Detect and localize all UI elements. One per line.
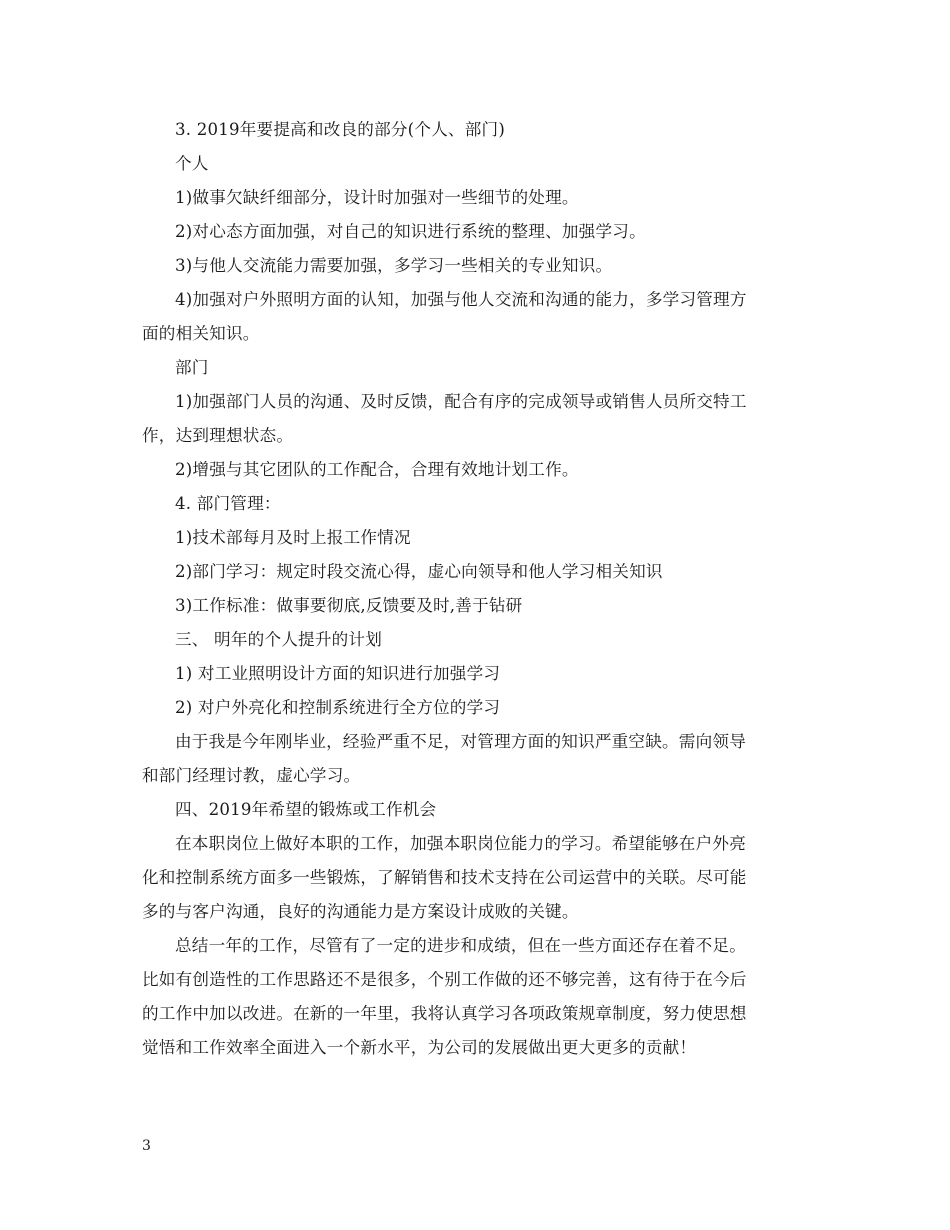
department-item-1 [142, 390, 808, 448]
paragraph-line: 面的相关知识。 [142, 324, 260, 343]
paragraph-line: 多的与客户沟通，良好的沟通能力是方案设计成败的关键。 [142, 902, 579, 921]
paragraph-line: 觉悟和工作效率全面进入一个新水平，为公司的发展做出更大更多的贡献！ [142, 1038, 697, 1057]
personal-item-1: 1)做事欠缺纤细部分，设计时加强对一些细节的处理。 [175, 188, 579, 207]
section-heading-opportunities: 四、2019年希望的锻炼或工作机会 [175, 800, 437, 819]
paragraph-line: 总结一年的工作，尽管有了一定的进步和成绩，但在一些方面还存在着不足。 [175, 936, 746, 955]
paragraph-line: 4)加强对户外照明方面的认知，加强与他人交流和沟通的能力，多学习管理方 [175, 290, 747, 309]
paragraph-line: 1)加强部门人员的沟通、及时反馈，配合有序的完成领导或销售人员所交特工 [175, 392, 747, 411]
section-heading-plan: 三、 明年的个人提升的计划 [175, 630, 382, 649]
document-body [142, 118, 808, 1070]
personal-item-4 [142, 288, 808, 346]
personal-item-2: 2)对心态方面加强，对自己的知识进行系统的整理、加强学习。 [175, 222, 646, 241]
paragraph-line: 比如有创造性的工作思路还不是很多，个别工作做的还不够完善，这有待于在今后 [142, 970, 747, 989]
subheading-personal: 个人 [175, 154, 209, 173]
personal-item-3: 3)与他人交流能力需要加强，多学习一些相关的专业知识。 [175, 256, 613, 275]
paragraph-line: 化和控制系统方面多一些锻炼，了解销售和技术支持在公司运营中的关联。尽可能 [142, 868, 747, 887]
paragraph-line: 的工作中加以改进。在新的一年里，我将认真学习各项政策规章制度，努力使思想 [142, 1004, 747, 1023]
summary-paragraph [142, 934, 808, 1060]
management-item-1: 1)技术部每月及时上报工作情况 [175, 528, 411, 547]
plan-item-2: 2) 对户外亮化和控制系统进行全方位的学习 [175, 698, 501, 717]
opportunity-paragraph [142, 832, 808, 924]
paragraph-line: 作，达到理想状态。 [142, 426, 294, 445]
section-heading-management: 4. 部门管理： [175, 494, 281, 513]
management-item-3: 3)工作标准：做事要彻底,反馈要及时,善于钻研 [175, 596, 523, 615]
department-item-2: 2)增强与其它团队的工作配合，合理有效地计划工作。 [175, 460, 579, 479]
section-heading-improvements: 3. 2019年要提高和改良的部分(个人、部门) [175, 120, 505, 139]
graduate-paragraph [142, 730, 808, 788]
page-number: 3 [142, 1138, 151, 1154]
plan-item-1: 1) 对工业照明设计方面的知识进行加强学习 [175, 664, 501, 683]
paragraph-line: 和部门经理讨教，虚心学习。 [142, 766, 361, 785]
paragraph-line: 在本职岗位上做好本职的工作，加强本职岗位能力的学习。希望能够在户外亮 [175, 834, 746, 853]
subheading-department: 部门 [175, 358, 209, 377]
paragraph-line: 由于我是今年刚毕业，经验严重不足，对管理方面的知识严重空缺。需向领导 [175, 732, 746, 751]
management-item-2: 2)部门学习：规定时段交流心得，虚心向领导和他人学习相关知识 [175, 562, 663, 581]
